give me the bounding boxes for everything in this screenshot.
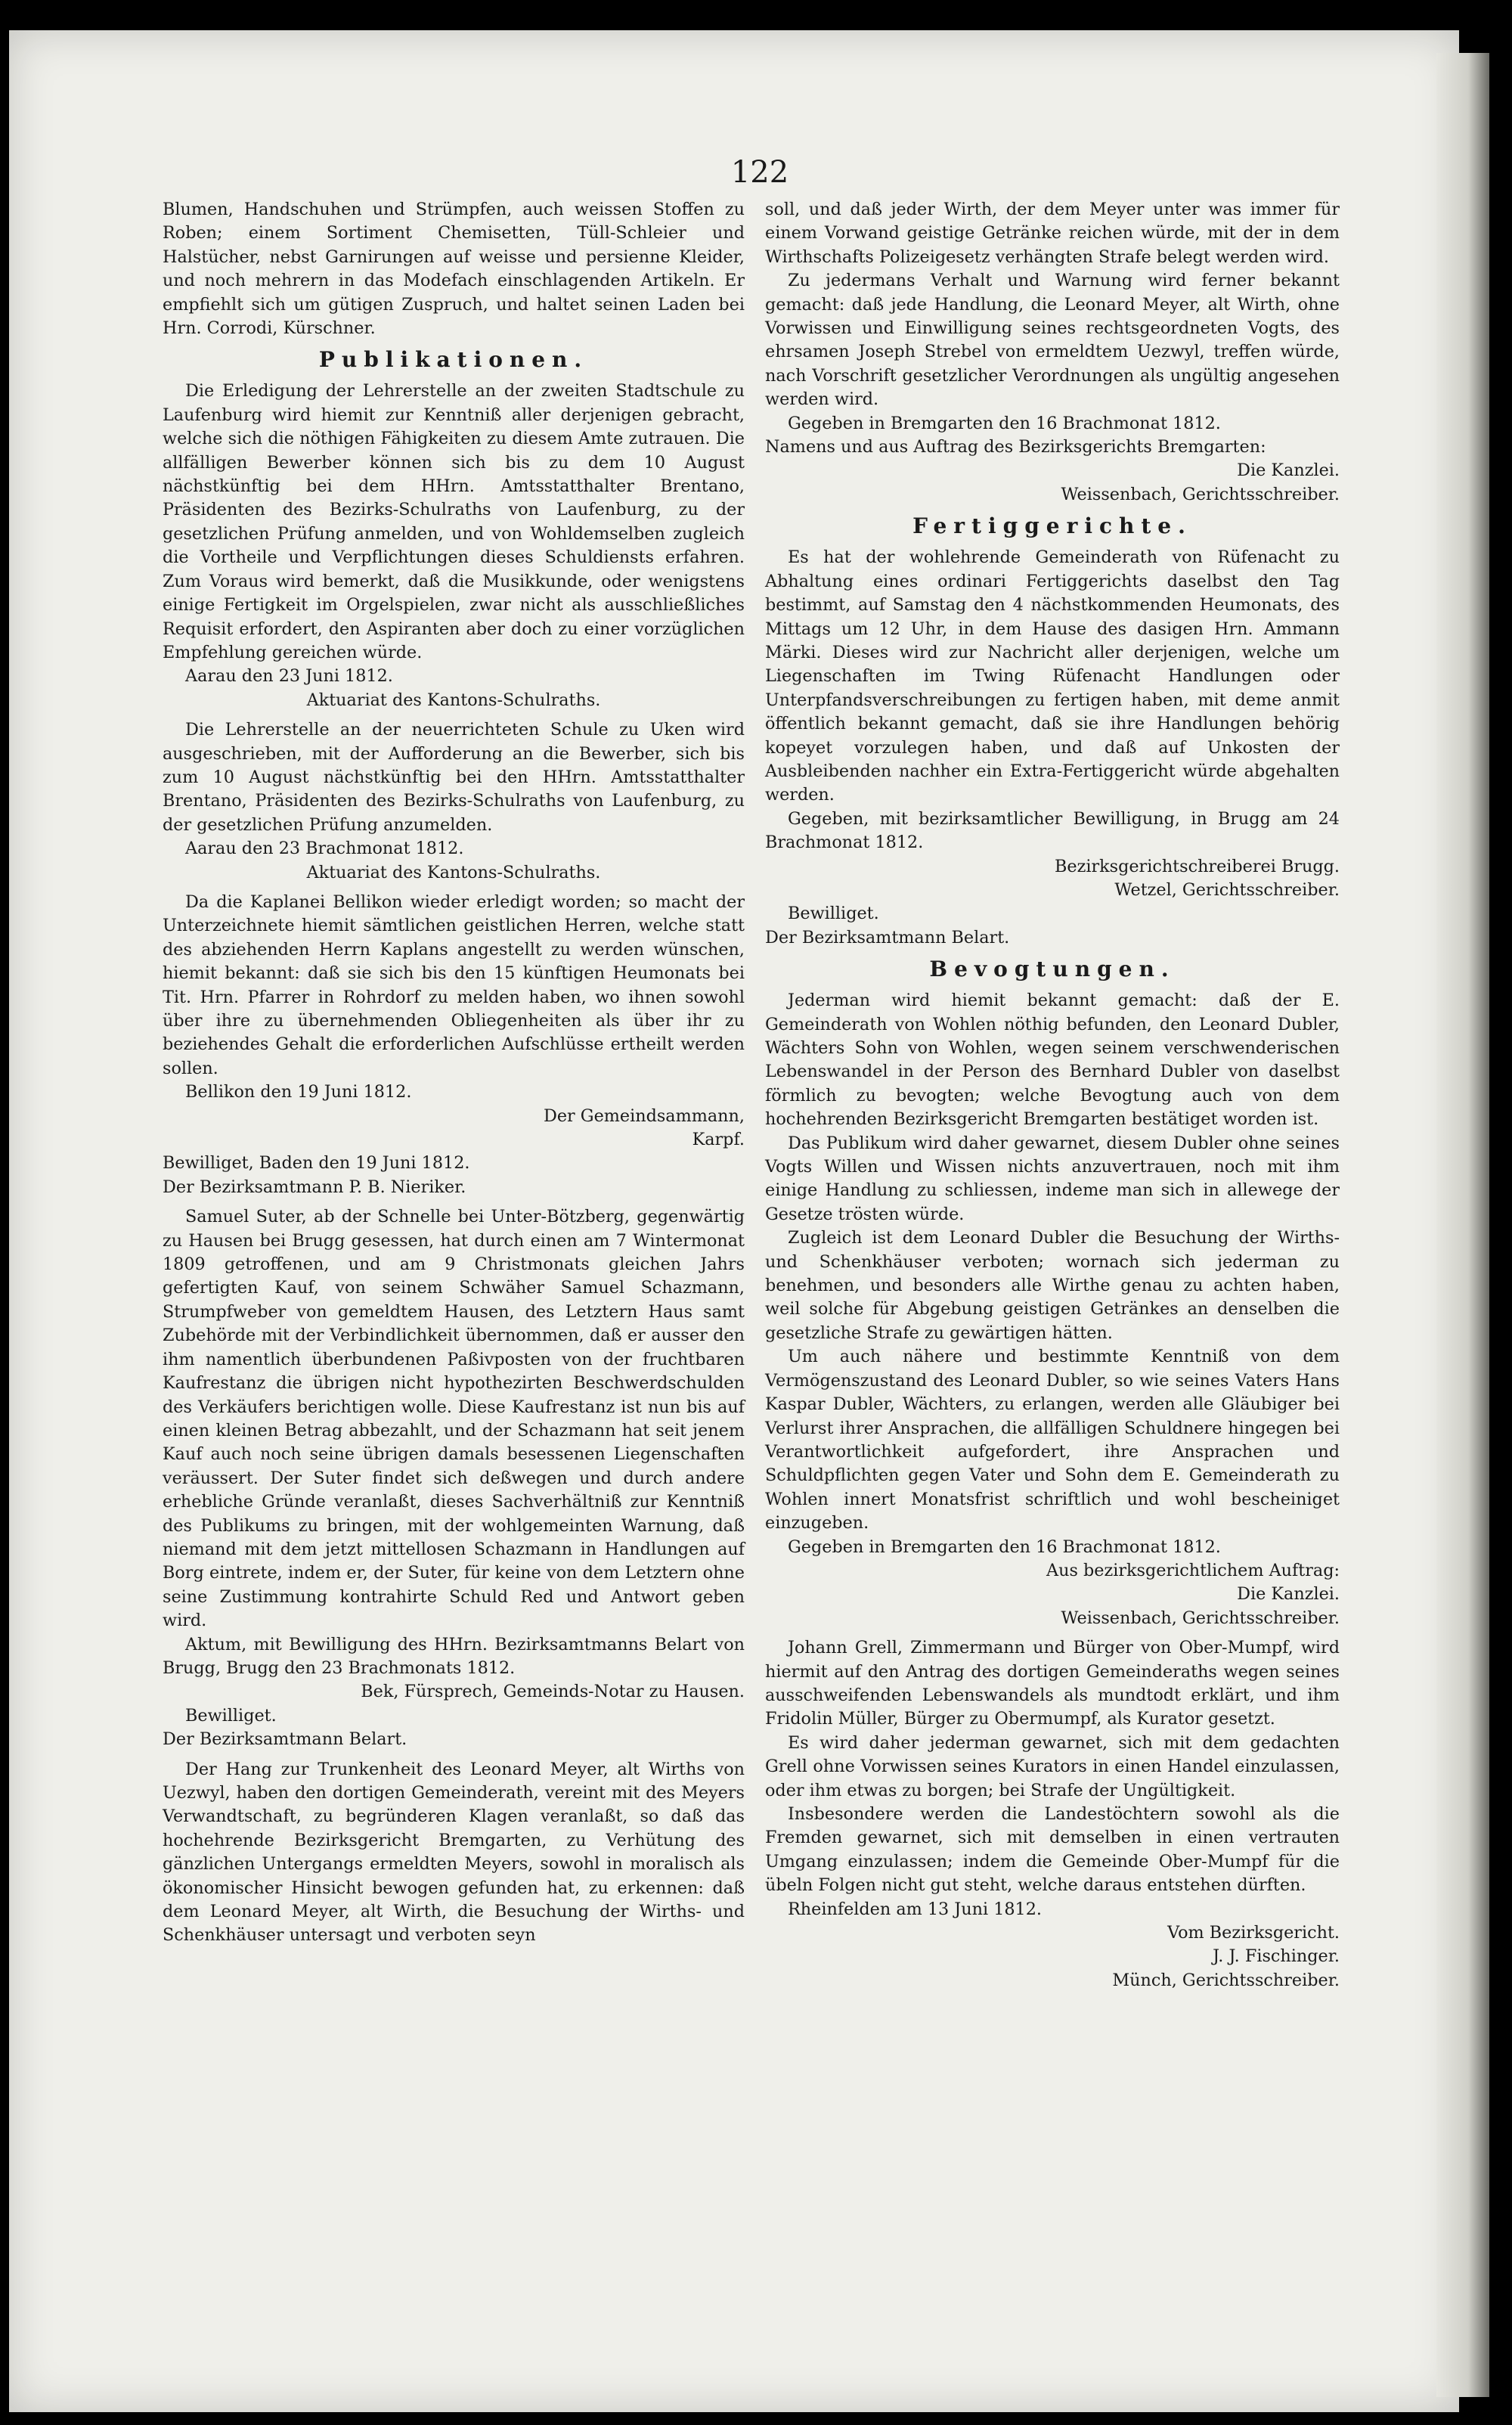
warning-paragraph: Zu jedermans Verhalt und Warnung wird ferner bekannt gemacht: daß jede Handlung, die Leonard Meyer, alt Wirth, ohne Vorwissen und Einwilligung seines rechtsgeordneten Vogts, des ehrsamen Joseph Strebel von ermeldtem Uezwyl, treffen würde, nach Vorschrift gesetzlicher Verordnungen als ungültig angesehen werden wird. — [765, 271, 1340, 410]
meyer-notice-continued: soll, und daß jeder Wirth, der dem Meyer unter was immer für einem Vorwand geistige Getränke reichen würde, mit der in dem Wirthschafts Polizeigesetz verhängten Strafe belegt werden wird. — [765, 200, 1340, 267]
date-line: Gegeben in Bremgarten den 16 Brachmonat 1812. — [788, 1537, 1221, 1557]
bellikon-notice: Da die Kaplanei Bellikon wieder erledigt worden; so macht der Unterzeichnete hiemit sämtlichen geistlichen Herren, welche statt des abziehenden Herrn Kaplans angestellt zu werden wünschen, hiemit bekannt: daß sie sich bis den 15 künftigen Heumonats bei Tit. Hrn. Pfarrer in Rohrdorf zu melden haben, wo ihnen sowohl über ihre zu übernehmenden Obliegenheiten als über ihr zu beziehendes Gehalt die erforderlichen Aufschlüsse ertheilt werden sollen. — [163, 892, 745, 1078]
page-number: 122 — [730, 155, 789, 190]
dubler-ban: Zugleich ist dem Leonard Dubler die Besuchung der Wirths- und Schenkhäuser verboten; wornach sich jederman zu benehmen, und besonders alle Wirthe genau zu achten haben, weil solche für Abgebung geistigen Getränkes an denselben die gesetzliche Strafe zu gewärtigen hätten. — [765, 1228, 1340, 1343]
signature-line: J. J. Fischinger. — [1213, 1946, 1340, 1967]
dubler-notice: Jederman wird hiemit bekannt gemacht: daß der E. Gemeinderath von Wohlen nöthig befunden, den Leonard Dubler, Wächters Sohn von Wohlen, wegen seinem verschwenderischen Lebenswandel in der Person des Bernhard Dubler von daselbst förmlich zu bevogten; welche Bevogtung auch von dem hochehrenden Bezirksgericht Bremgarten bestätiget worden ist. — [765, 991, 1340, 1130]
approval-line: Bewilliget, Baden den 19 Juni 1812. — [163, 1153, 470, 1174]
signature-line: Die Kanzlei. — [1237, 461, 1340, 481]
intro-paragraph: Blumen, Handschuhen und Strümpfen, auch weissen Stoffen zu Roben; einem Sortiment Chemisetten, Tüll-Schleier und Halstücher, nebst Garnirungen auf weisse und persienne Kleider, und noch mehrern in das Modefach einschlagenden Artikeln. Er empfiehlt sich um gütigen Zuspruch, und haltet seinen Laden bei Hrn. Corrodi, Kürschner. — [163, 200, 745, 339]
signature-line: Die Kanzlei. — [1237, 1584, 1340, 1605]
dubler-warning: Das Publikum wird daher gewarnet, diesem Dubler ohne seines Vogts Willen und Wissen nichts anzuvertrauen, noch mit ihm einige Handlung zu schliessen, indeme man sich in allewege der Gesetze trösten würde. — [765, 1133, 1340, 1224]
date-line: Aktum, mit Bewilligung des HHrn. Bezirksamtmanns Belart von Brugg, Brugg den 23 Brachmonats 1812. — [163, 1634, 745, 1678]
signature-line: Bek, Fürsprech, Gemeinds-Notar zu Hausen. — [361, 1682, 745, 1702]
grell-caution: Insbesondere werden die Landestöchtern sowohl als die Fremden gewarnet, sich mit demselben in einen vertrauten Umgang einzulassen; indem die Gemeinde Ober-Mumpf für die übeln Folgen nicht gut steht, welche daraus entstehen dürften. — [765, 1804, 1340, 1896]
ruefenacht-notice: Es hat der wohlehrende Gemeinderath von Rüfenacht zu Abhaltung eines ordinari Fertiggerichts daselbst den Tag bestimmt, auf Samstag den 4 nächstkommenden Heumonats, des Mittags um 12 Uhr, in dem Hause des dasigen Hrn. Ammann Märki. Dieses wird zur Nachricht aller derjenigen, welche um Liegenschaften im Twing Rüfenacht Handlungen oder Unterpfandsverschreibungen zu fertigen haben, mit deme anmit öffentlich bekannt gemacht, daß sie ihre Handlungen behörig kopeyet vorzulegen haben, und daß auf Unkosten der Ausbleibenden nachher ein Extra-Fertiggericht würde abgehalten werden. — [765, 547, 1340, 805]
signature-line: Wetzel, Gerichtsschreiber. — [1114, 879, 1340, 900]
date-line: Rheinfelden am 13 Juni 1812. — [788, 1899, 1043, 1919]
signature-line: Weissenbach, Gerichtsschreiber. — [1061, 484, 1340, 504]
meyer-notice: Der Hang zur Trunkenheit des Leonard Meyer, alt Wirths von Uezwyl, haben den dortigen Gemeinderath, vereint mit des Meyers Verwandtschaft, zu begründeren Klagen veranlaßt, so daß das hochehrende Bezirksgericht Bremgarten, zu Verhütung des gänzlichen Untergangs ermeldten Meyers, sowohl in moralisch als ökonomischer Hinsicht bewogen gefunden hat, zu erkennen: daß dem Leonard Meyer, alt Wirth, die Besuchung der Wirths- und Schenkhäuser untersagt und verboten seyn — [163, 1759, 745, 1946]
date-line: Gegeben, mit bezirksamtlicher Bewilligung, in Brugg am 24 Brachmonat 1812. — [765, 808, 1340, 853]
signature-line: Karpf. — [692, 1130, 745, 1150]
dubler-creditors: Um auch nähere und bestimmte Kenntniß von dem Vermögenszustand des Leonard Dubler, so wie seines Vaters Hans Kaspar Dubler, Wächters, zu erlangen, werden alle Gläubiger bei Verlurst ihrer Ansprachen, die allfälligen Schuldnere hingegen bei Verantwortlichkeit aufgefordert, ihre Ansprachen und Schuldpflichten gegen Vater und Sohn dem E. Gemeinderath zu Wohlen innert Monatsfrist schriftlich und wohl bescheiniget einzugeben. — [765, 1347, 1340, 1533]
approval-line: Der Bezirksamtmann P. B. Nieriker. — [163, 1177, 466, 1197]
left-column — [163, 198, 745, 1948]
signature-line: Aktuariat des Kantons-Schulraths. — [306, 862, 601, 882]
date-line: Bellikon den 19 Juni 1812. — [185, 1082, 412, 1102]
suter-notice: Samuel Suter, ab der Schnelle bei Unter-Bötzberg, gegenwärtig zu Hausen bei Brugg gesessen, hat durch einen am 7 Wintermonat 1809 getroffenen, und am 9 Christmonats gleichen Jahrs gefertigten Kauf, von seinem Schwäher Samuel Schazmann, Strumpfweber von gemeldtem Hausen, des Letztern Haus samt Zubehörde mit der Verbindlichkeit übernommen, daß er ausser den ihm namentlich überbundenen Paßivposten von der fruchtbaren Kaufrestanz die übrigen nicht hypothezirten Beschwerdschulden des Verkäufers berichtigen wolle. Diese Kaufrestanz ist nun bis auf einen kleinen Betrag abbezahlt, und der Schazmann hat seit jenem Kauf auch noch seine übrigen damals besessenen Liegenschaften veräussert. Der Suter findet sich deßwegen und durch andere erhebliche Gründe veranlaßt, dieses Sachverhältniß zur Kenntniß des Publikums zu bringen, mit der wohlgemeinten Warnung, daß niemand mit dem jetzt mittellosen Schazmann in Handlungen auf Borg eintrete, indem er, der Suter, für keine von dem Letztern ohne seine Zustimmung kontrahirte Schuld Red und Antwort geben wird. — [163, 1207, 745, 1631]
heading-fertiggerichte: Fertiggerichte. — [912, 513, 1192, 539]
signature-line: Bezirksgerichtschreiberei Brugg. — [1055, 856, 1340, 876]
page-edge — [1436, 53, 1489, 2397]
signature-line: Münch, Gerichtsschreiber. — [1112, 1970, 1340, 1990]
approval-line: Der Bezirksamtmann Belart. — [765, 927, 1010, 947]
signature-line: Vom Bezirksgericht. — [1167, 1923, 1340, 1943]
laufenburg-notice: Die Erledigung der Lehrerstelle an der zweiten Stadtschule zu Laufenburg wird hiemit zur Kenntniß aller derjenigen gebracht, welche sich die nöthigen Fähigkeiten zu diesem Amte zutrauen. Die allfälligen Bewerber können sich bis zu dem 10 August nächstkünftig bei dem HHrn. Amtsstatthalter Brentano, Präsidenten des Bezirks-Schulraths von Laufenburg, zu der gesetzlichen Prüfung anmelden, und von Wohldemselben zugleich die Vortheile und Verpflichtungen dieses Schuldiensts erfahren. Zum Voraus wird bemerkt, daß die Musikkunde, oder wenigstens einige Fertigkeit im Orgelspielen, zwar nicht als ausschließliches Requisit erfordert, den Aspiranten aber doch zu einer vorzüglichen Empfehlung gereichen würde. — [163, 381, 745, 662]
date-line: Aarau den 23 Brachmonat 1812. — [185, 839, 464, 859]
approval-line: Bewilliget. — [788, 904, 879, 924]
signature-line: Weissenbach, Gerichtsschreiber. — [1061, 1608, 1340, 1628]
heading-publikationen: Publikationen. — [318, 347, 589, 373]
heading-bevogtungen: Bevogtungen. — [929, 957, 1176, 982]
date-line: Gegeben in Bremgarten den 16 Brachmonat 1812. — [788, 413, 1221, 433]
uken-notice: Die Lehrerstelle an der neuerrichteten Schule zu Uken wird ausgeschrieben, mit der Aufforderung an die Bewerber, sich bis zum 10 August nächstkünftig bei den HHrn. Amtsstatthalter Brentano, Präsidenten des Bezirks-Schulraths von Laufenburg, zu der gesetzlichen Prüfung anzumelden. — [163, 720, 745, 835]
signature-line: Namens und aus Auftrag des Bezirksgerichts Bremgarten: — [765, 437, 1266, 457]
right-column — [765, 198, 1340, 1992]
date-line: Aarau den 23 Juni 1812. — [185, 666, 393, 687]
grell-notice: Johann Grell, Zimmermann und Bürger von Ober-Mumpf, wird hiermit auf den Antrag des dortigen Gemeinderaths wegen seines ausschweifenden Lebenswandels als mundtodt erklärt, und ihm Fridolin Müller, Bürger zu Obermumpf, als Kurator gesetzt. — [765, 1638, 1340, 1729]
signature-line: Der Gemeindsammann, — [543, 1106, 745, 1126]
signature-line: Aktuariat des Kantons-Schulraths. — [306, 690, 601, 710]
grell-warning: Es wird daher jederman gewarnet, sich mit dem gedachten Grell ohne Vorwissen seines Kurators in einen Handel einzulassen, oder ihm etwas zu borgen; bei Strafe der Ungültigkeit. — [765, 1732, 1340, 1800]
approval-line: Bewilliget. — [185, 1705, 277, 1726]
signature-line: Aus bezirksgerichtlichem Auftrag: — [1046, 1560, 1340, 1580]
approval-line: Der Bezirksamtmann Belart. — [163, 1729, 407, 1750]
